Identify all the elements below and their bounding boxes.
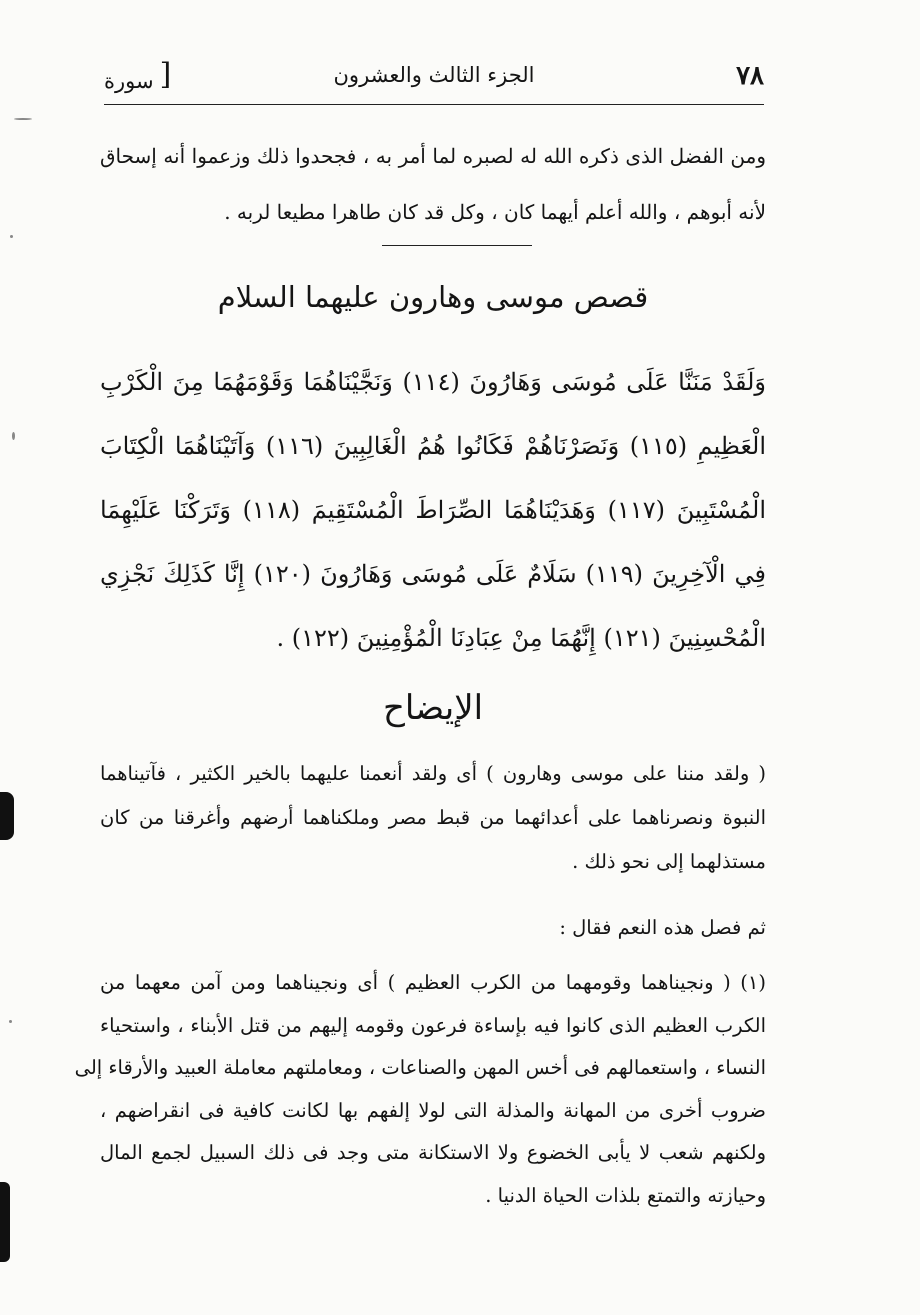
scan-edge-mark [0, 792, 14, 840]
page-header [104, 55, 764, 105]
text-line: النساء ، واستعمالهم فى أخس المهن والصناعات ، ومعاملتهم معاملة العبيد والأرقاء إلى [74, 1056, 766, 1079]
text-line: لأنه أبوهم ، والله أعلم أيهما كان ، وكل قد كان طاهرا مطيعا لربه . [224, 200, 766, 224]
verse-line: الْمُحْسِنِينَ (١٢١) إِنَّهُمَا مِنْ عِبَادِنَا الْمُؤْمِنِينَ (١٢٢) . [276, 624, 766, 652]
scan-edge-mark [0, 1182, 10, 1262]
section-marker-label: سورة [104, 69, 154, 93]
scan-speck [9, 1020, 12, 1023]
explanation-paragraph [100, 752, 766, 884]
quran-verses [100, 350, 766, 670]
text-line: النبوة ونصرناهما على أعدائهما من قبط مصر وملكناهما أرضهم وأغرقنا من كان [100, 806, 766, 829]
section-marker [104, 57, 172, 96]
verse-line: الْمُسْتَبِينَ (١١٧) وَهَدَيْنَاهُمَا الصِّرَاطَ الْمُسْتَقِيمَ (١١٨) وَتَرَكْنَا عَلَيْهِمَا [100, 496, 766, 524]
text-line: وحيازته والتمتع بلذات الحياة الدنيا . [485, 1183, 766, 1207]
story-title: قصص موسى وهارون عليهما السلام [217, 280, 649, 314]
page-number: ٧٨ [736, 61, 764, 91]
verse-line: فِي الْآخِرِينَ (١١٩) سَلَامٌ عَلَى مُوسَى وَهَارُونَ (١٢٠) إِنَّا كَذَلِكَ نَجْزِي [100, 560, 767, 588]
explanation-heading: الإيضاح [382, 688, 484, 728]
scan-speck [12, 432, 15, 440]
transition-line: ثم فصل هذه النعم فقال : [559, 916, 766, 939]
text-line: ومن الفضل الذى ذكره الله له لصبره لما أمر به ، فجحدوا ذلك وزعموا أنه إسحاق [100, 144, 766, 168]
text-line: ضروب أخرى من المهانة والمذلة التى لولا إلفهم بها لكانت كافية فى انقراضهم ، [100, 1098, 766, 1122]
text-line: الكرب العظيم الذى كانوا فيه بإساءة فرعون وقومه إليهم من قتل الأبناء ، واستحياء [100, 1013, 766, 1037]
scan-speck [10, 235, 13, 238]
text-line: ( ولقد مننا على موسى وهارون ) أى ولقد أنعمنا عليهما بالخير الكثير ، فآتيناهما [100, 762, 766, 785]
verse-line: وَلَقَدْ مَنَنَّا عَلَى مُوسَى وَهَارُونَ (١١٤) وَنَجَّيْنَاهُمَا وَقَوْمَهُمَا مِنَ الْكَرْبِ [100, 368, 766, 396]
scan-speck [14, 118, 32, 120]
bracket-glyph: [ [159, 57, 172, 92]
section-separator [382, 245, 532, 246]
running-title: الجزء الثالث والعشرون [333, 63, 535, 87]
text-line: (١) ( ونجيناهما وقومهما من الكرب العظيم ) أى ونجيناهما ومن آمن معهما من [100, 971, 766, 994]
intro-paragraph [100, 128, 766, 240]
text-line: مستذلهما إلى نحو ذلك . [572, 850, 766, 873]
detail-paragraph [74, 962, 766, 1217]
verse-line: الْعَظِيمِ (١١٥) وَنَصَرْنَاهُمْ فَكَانُوا هُمُ الْغَالِبِينَ (١١٦) وَآتَيْنَاهُمَا الْكِتَابَ [100, 432, 767, 460]
header-rule [104, 104, 764, 105]
text-line: ولكنهم شعب لا يأبى الخضوع ولا الاستكانة متى وجد فى ذلك السبيل لجمع المال [100, 1141, 766, 1164]
